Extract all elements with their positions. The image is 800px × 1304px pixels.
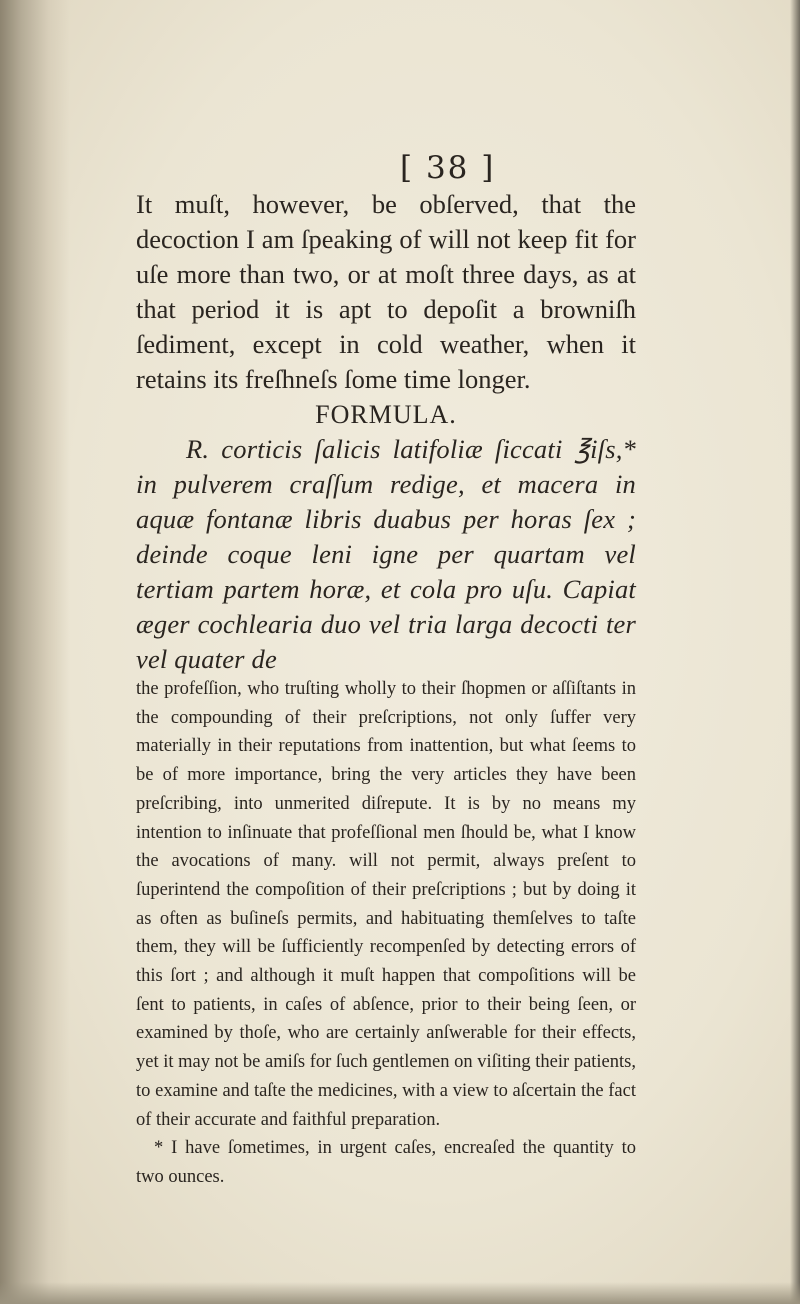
page-gutter-shadow (0, 0, 70, 1304)
continued-note: the profeſſion, who truſting wholly to their ſhopmen or aſſiſtants in the compounding of their preſcriptions, not only ſuffer very materially in their reputations from inattention, but what ſeems to be of more importance, bring the very articles they have been preſcribing, into unmerited diſrepute. It is by no means my intention to inſinuate that profeſſional men ſhould be, what I know the avocations of many. will not permit, always preſent to ſuperintend the compoſition of their preſcriptions ; but by doing it as often as buſineſs permits, and habituating themſelves to taſte them, they will be ſufficiently recompenſed by detecting errors of this ſort ; and although it muſt happen that compoſitions will be ſent to patients, in caſes of abſence, prior to their being ſeen, or examined by thoſe, who are certainly anſwerable for their effects, yet it may not be amiſs for ſuch gentlemen on viſiting their patients, to examine and taſte the medicines, with a view to aſcertain the fact of their accurate and faithful preparation. (136, 679, 636, 1130)
body-paragraph: It muſt, however, be obſerved, that the decoction I am ſpeaking of will not keep fit for uſe more than two, or at moſt three days, as at that period it is apt to depoſit a browniſh ſediment, except in cold weather, when it retains its freſhneſs ſome time longer. (136, 189, 636, 394)
formula-text: R. corticis ſalicis latifoliæ ſiccati ℥iſs,* in pulverem craſſum redige, et macera in aquæ fontanæ libris duabus per horas ſex ; deinde coque leni igne per quartam vel tertiam partem horæ, et cola pro uſu. Capiat æger cochlearia duo vel tria larga decocti ter vel quater de (136, 434, 636, 674)
formula-heading: FORMULA. (315, 400, 457, 429)
page-number: [ 38 ] (400, 150, 496, 186)
footnote-block (136, 675, 636, 1192)
page-bottom-shadow (0, 1282, 800, 1304)
page-edge-shadow (790, 0, 800, 1304)
footnote: * I have ſometimes, in urgent caſes, encreaſed the quantity to two ounces. (136, 1138, 636, 1187)
main-text (136, 187, 636, 677)
